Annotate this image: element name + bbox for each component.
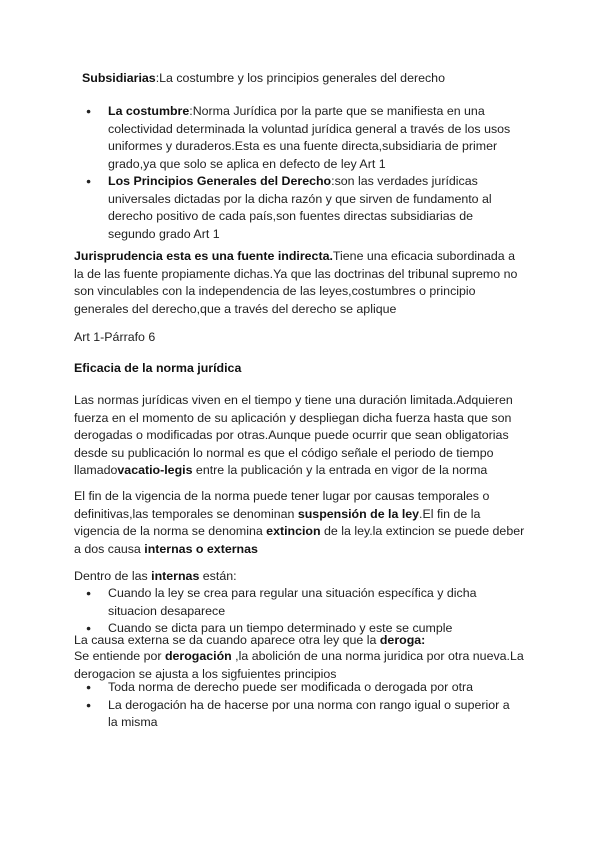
derogacion-lead: Se entiende por (74, 649, 165, 663)
subsidiarias-line (82, 70, 522, 88)
externa-line (74, 632, 526, 650)
section-heading-text: Eficacia de la norma jurídica (74, 361, 242, 375)
list-item-term: La costumbre (108, 104, 190, 118)
jurisprudencia-text: Tiene una eficacia subordinada a la de las fuente propiamente dichas.Ya que las doctrinas del tribunal supremo no son vinculables con la independencia de las leyes,costumbres o principio generales del derecho,que a través del derecho se aplique (74, 249, 518, 316)
internas-externas-term: internas o externas (144, 541, 258, 556)
internas-intro (74, 568, 526, 586)
section-heading (74, 360, 526, 378)
list-item (80, 173, 520, 243)
jurisprudencia-bold: Jurisprudencia esta es una fuente indirecta. (74, 249, 333, 263)
list-item (80, 103, 520, 173)
fin-text-3: de la ley.la extincion se puede deber a dos causa (74, 524, 525, 556)
subsidiarias-label: Subsidiarias (82, 71, 156, 85)
vacatio-legis-term: vacatio-legis (117, 463, 193, 477)
article-reference: Art 1-Párrafo 6 (74, 330, 156, 344)
list-item-text: :son las verdades jurídicas universales dictadas por la dicha razón y que sirven de fundamento al derecho positivo de cada país,son fuentes directas subsidiarias de segundo grado Art 1 (108, 174, 492, 241)
list-item: ● Cuando se dicta para un tiempo determinado y este se cumple (80, 620, 520, 638)
list-item: ● Cuando la ley se crea para regular una situación específica y dicha situacion desaparece (80, 585, 520, 620)
derogacion-paragraph (74, 648, 526, 683)
derogacion-term: derogación (164, 649, 232, 663)
internas-lead: Dentro de las (74, 569, 152, 583)
list-item: ● Toda norma de derecho puede ser modificada o derogada por otra (80, 679, 520, 697)
vigor-paragraph (74, 392, 526, 480)
vigor-text: Las normas jurídicas viven en el tiempo y tiene una duración limitada.Adquieren fuerza en el momento de su aplicación y despliegan dicha fuerza hasta que son derogadas o modificadas por otras.Aunque puede ocurrir que sean obligatorias desde su publicación lo normal es que el código señale el periodo de tiempo llamado (74, 393, 513, 477)
externa-text: La causa externa se da cuando aparece otra ley que la (74, 633, 380, 647)
list-item-text: :Norma Jurídica por la parte que se manifiesta en una colectividad determinada la voluntad jurídica general a través de los usos uniformes y duraderos.Esta es una fuente directa,subsidiaria de primer grado,ya que solo se aplica en defecto de ley Art 1 (108, 104, 511, 171)
deroga-term: deroga: (379, 633, 426, 647)
subsidiarias-text: :La costumbre y los principios generales del derecho (155, 71, 445, 85)
list-item: ● La derogación ha de hacerse por una norma con rango igual o superior a la misma (80, 697, 520, 732)
internas-tail: están: (199, 569, 237, 583)
fin-text: El fin de la vigencia de la norma puede tener lugar por causas temporales o definitivas,las temporales se denominan (74, 489, 490, 521)
vigor-text-end: entre la publicación y la entrada en vigor de la norma (192, 463, 488, 477)
internas-list (80, 585, 520, 638)
derogacion-text: ,la abolición de una norma juridica por otra nueva.La derogacion se ajusta a los sigfuientes principios (74, 649, 524, 681)
jurisprudencia-paragraph (74, 248, 526, 318)
fin-vigencia-paragraph (74, 488, 526, 558)
list-item-term: Los Principios Generales del Derecho (108, 174, 332, 188)
fin-text-2: .El fin de la vigencia de la norma se denomina (74, 506, 481, 538)
internas-bold: internas (151, 569, 200, 583)
suspension-term: suspensión de la ley (297, 506, 420, 521)
sources-list (80, 103, 520, 243)
derogacion-list (80, 679, 520, 732)
extincion-term: extincion (266, 524, 321, 538)
